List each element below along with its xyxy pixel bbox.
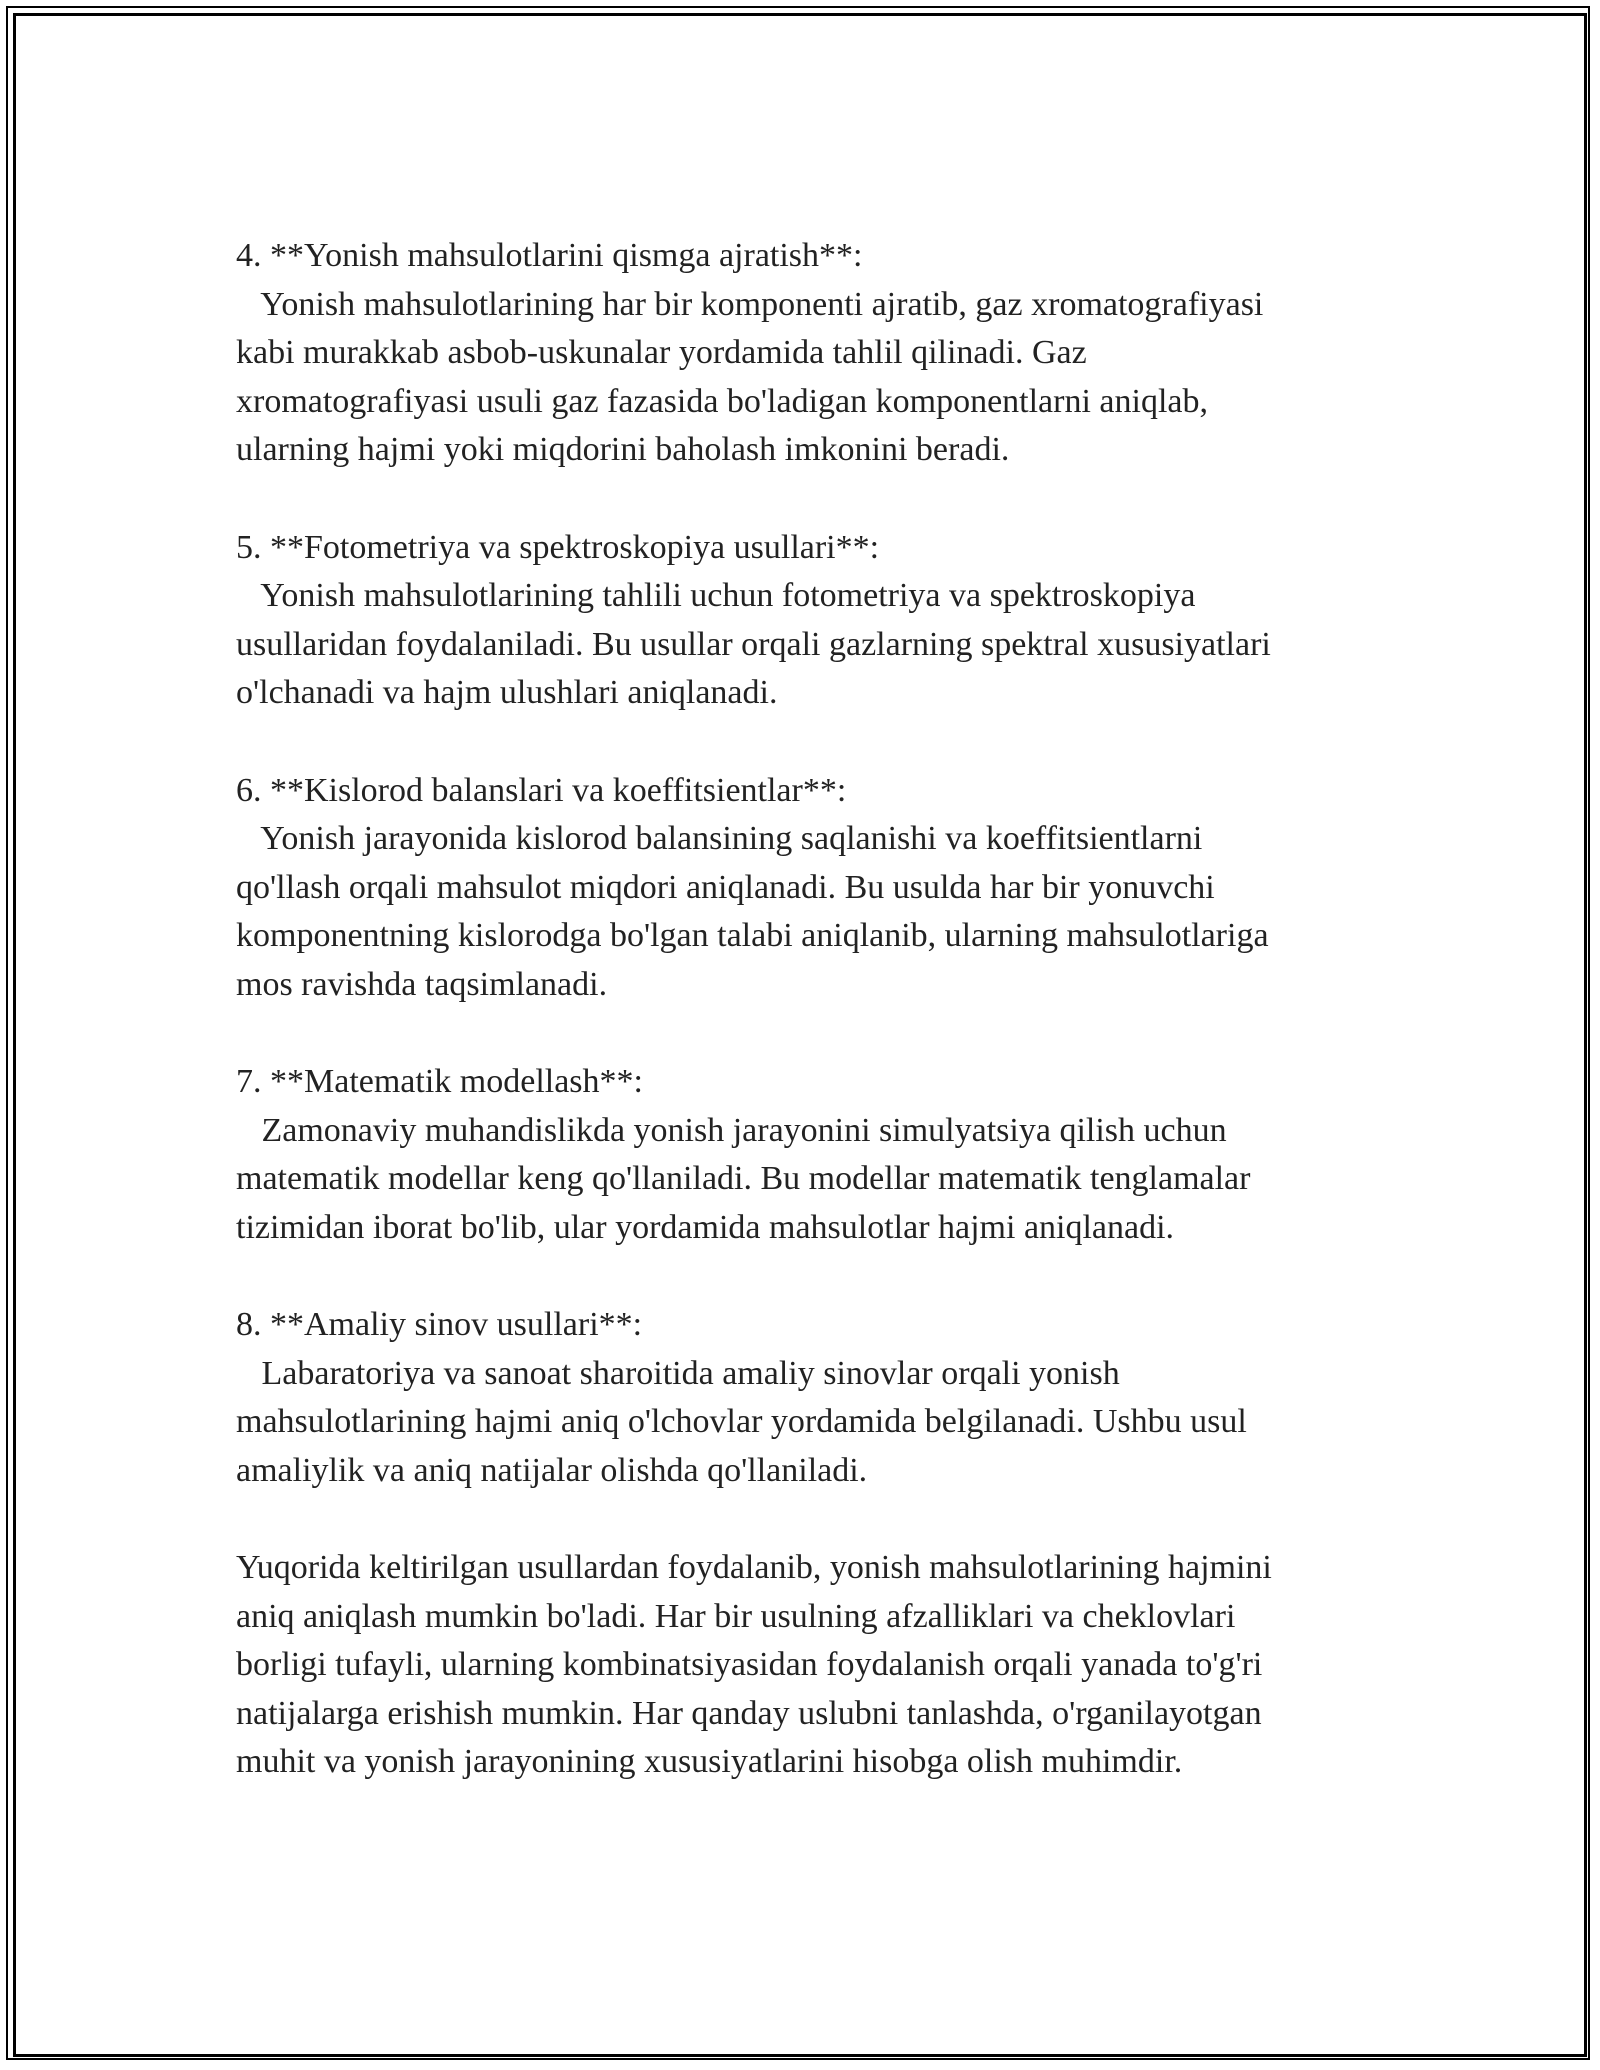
section-heading: 4. **Yonish mahsulotlarini qismga ajratish**: (236, 237, 863, 274)
section-5 (236, 524, 1386, 718)
document-body (236, 232, 1386, 1787)
section-paragraph: Zamonaviy muhandislikda yonish jarayonini simulyatsiya qilish uchun matematik modellar keng qo'llaniladi. Bu modellar matematik tenglamalar tizimidan iborat bo'lib, ular yordamida mahsulotlar hajmi aniqlanadi. (236, 1111, 1251, 1246)
conclusion-paragraph: Yuqorida keltirilgan usullardan foydalanib, yonish mahsulotlarining hajmini aniq aniqlash mumkin bo'ladi. Har bir usulning afzalliklari va cheklovlari borligi tufayli, ularning kombinatsiyasidan foydalanish orqali yanada to'g'ri natijalarga erishish mumkin. Har qanday uslubni tanlashda, o'rganilayotgan muhit va yonish jarayonining xususiyatlarini hisobga olish muhimdir. (236, 1549, 1272, 1781)
section-paragraph: Yonish mahsulotlarining tahlili uchun fotometriya va spektroskopiya usullaridan foydalaniladi. Bu usullar orqali gazlarning spektral xususiyatlari o'lchanadi va hajm ulushlari aniqlanadi. (236, 577, 1271, 712)
section-7 (236, 1058, 1386, 1252)
section-heading: 5. **Fotometriya va spektroskopiya usullari**: (236, 528, 880, 566)
section-4 (236, 232, 1386, 475)
section-paragraph: Yonish mahsulotlarining har bir komponenti ajratib, gaz xromatografiyasi kabi murakkab asbob-uskunalar yordamida tahlil qilinadi. Gaz xromatografiyasi usuli gaz fazasida bo'ladigan komponentlarni aniqlab, ularning hajmi yoki miqdorini baholash imkonini beradi. (236, 285, 1264, 469)
section-8 (236, 1301, 1386, 1495)
section-heading: 7. **Matematik modellash**: (236, 1063, 643, 1101)
section-heading: 6. **Kislorod balanslari va koeffitsientlar**: (236, 771, 847, 809)
section-6 (236, 767, 1386, 1010)
section-paragraph: Yonish jarayonida kislorod balansining saqlanishi va koeffitsientlarni qo'llash orqali mahsulot miqdori aniqlanadi. Bu usulda har bir yonuvchi komponentning kislorodga bo'lgan talabi aniqlanib, ularning mahsulotlariga mos ravishda taqsimlanadi. (236, 820, 1269, 1003)
section-heading: 8. **Amaliy sinov usullari**: (236, 1306, 643, 1344)
section-paragraph: Labaratoriya va sanoat sharoitida amaliy sinovlar orqali yonish mahsulotlarining hajmi aniq o'lchovlar yordamida belgilanadi. Ushbu usul amaliylik va aniq natijalar olishda qo'llaniladi. (236, 1354, 1247, 1489)
